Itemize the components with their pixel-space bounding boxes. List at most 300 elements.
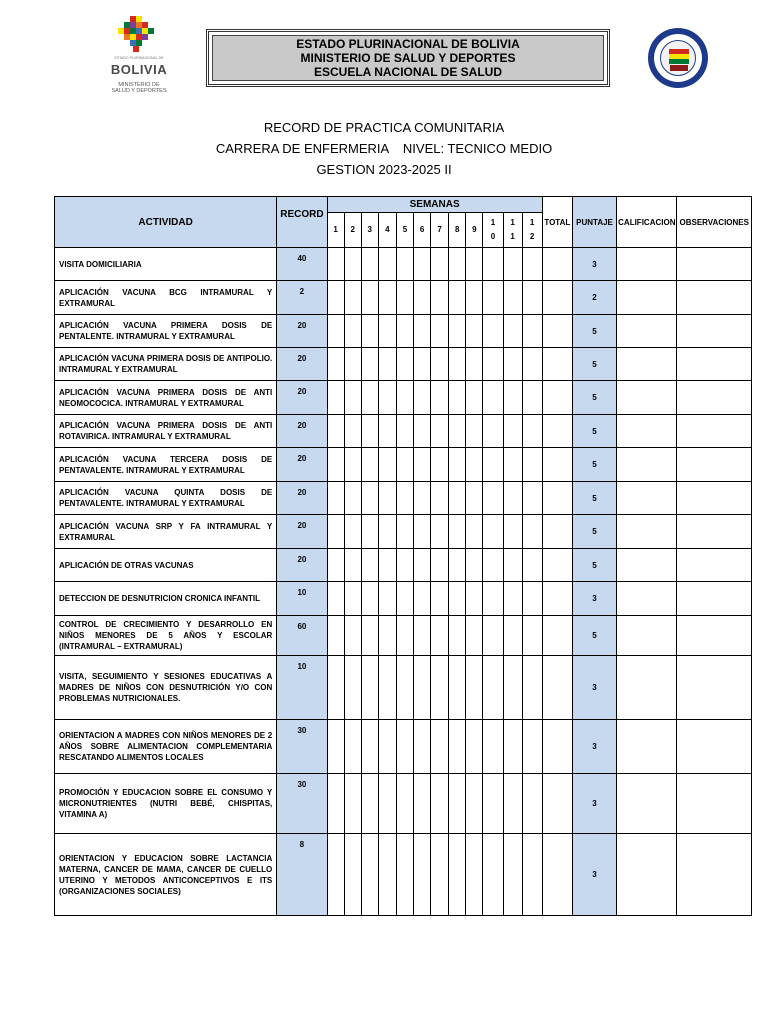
week-cell[interactable] xyxy=(483,348,503,381)
activity-cell: ORIENTACION A MADRES CON NIÑOS MENORES DE 2 AÑOS SOBRE ALIMENTACION COMPLEMENTARIA RESCATANDO ALIMENTOS LOCALES xyxy=(55,720,277,774)
week-cell[interactable] xyxy=(327,248,344,281)
puntaje-cell: 5 xyxy=(572,381,616,415)
week-cell[interactable] xyxy=(449,549,466,582)
week-cell[interactable] xyxy=(431,248,449,281)
week-cell[interactable] xyxy=(466,656,483,720)
puntaje-cell: 5 xyxy=(572,448,616,482)
week-cell[interactable] xyxy=(466,720,483,774)
week-cell[interactable] xyxy=(503,381,522,415)
week-cell[interactable] xyxy=(361,482,378,515)
activity-cell: APLICACIÓN VACUNA PRIMERA DOSIS DE PENTALENTE. INTRAMURAL Y EXTRAMURAL xyxy=(55,315,277,348)
week-cell[interactable] xyxy=(414,348,431,381)
week-cell[interactable] xyxy=(522,248,542,281)
week-cell[interactable] xyxy=(396,515,413,549)
week-cell[interactable] xyxy=(483,720,503,774)
week-cell[interactable] xyxy=(503,482,522,515)
week-cell[interactable] xyxy=(503,448,522,482)
week-cell[interactable] xyxy=(449,381,466,415)
week-cell[interactable] xyxy=(522,281,542,315)
total-cell[interactable] xyxy=(542,549,572,582)
title-record: RECORD DE PRACTICA COMUNITARIA xyxy=(263,120,505,135)
header-line-3: ESCUELA NACIONAL DE SALUD xyxy=(313,65,502,79)
week-cell[interactable] xyxy=(396,549,413,582)
week-cell[interactable] xyxy=(503,315,522,348)
week-cell[interactable] xyxy=(327,582,344,616)
week-cell[interactable] xyxy=(449,281,466,315)
week-cell[interactable] xyxy=(522,348,542,381)
week-cell[interactable] xyxy=(396,656,413,720)
puntaje-cell: 3 xyxy=(572,656,616,720)
week-cell[interactable] xyxy=(361,515,378,549)
week-cell[interactable] xyxy=(396,720,413,774)
week-cell[interactable] xyxy=(466,415,483,448)
week-cell[interactable] xyxy=(466,381,483,415)
week-cell[interactable] xyxy=(361,720,378,774)
record-cell: 20 xyxy=(277,315,327,348)
week-cell[interactable] xyxy=(503,248,522,281)
week-cell[interactable] xyxy=(503,834,522,916)
table-row xyxy=(55,616,752,656)
week-cell[interactable] xyxy=(522,482,542,515)
activity-cell: APLICACIÓN VACUNA SRP Y FA INTRAMURAL Y EXTRAMURAL xyxy=(55,515,277,549)
week-cell[interactable] xyxy=(483,656,503,720)
calificacion-cell[interactable] xyxy=(617,656,677,720)
week-cell[interactable] xyxy=(414,415,431,448)
header-record: RECORD xyxy=(277,197,327,248)
calificacion-cell[interactable] xyxy=(617,720,677,774)
week-cell[interactable] xyxy=(344,616,361,656)
week-cell[interactable] xyxy=(466,315,483,348)
header-puntaje: PUNTAJE xyxy=(572,197,616,248)
week-cell[interactable] xyxy=(466,834,483,916)
calificacion-cell[interactable] xyxy=(617,834,677,916)
week-cell[interactable] xyxy=(361,656,378,720)
week-cell[interactable] xyxy=(414,482,431,515)
puntaje-cell: 5 xyxy=(572,315,616,348)
week-cell[interactable] xyxy=(466,281,483,315)
week-cell[interactable] xyxy=(344,515,361,549)
week-cell[interactable] xyxy=(414,656,431,720)
week-cell[interactable] xyxy=(522,515,542,549)
week-cell[interactable] xyxy=(503,616,522,656)
week-cell[interactable] xyxy=(449,834,466,916)
week-cell[interactable] xyxy=(522,720,542,774)
total-cell[interactable] xyxy=(542,381,572,415)
week-cell[interactable] xyxy=(449,482,466,515)
week-cell[interactable] xyxy=(361,549,378,582)
week-cell[interactable] xyxy=(378,834,396,916)
week-cell[interactable] xyxy=(378,515,396,549)
calificacion-cell[interactable] xyxy=(617,515,677,549)
table-row xyxy=(55,415,752,448)
week-cell[interactable] xyxy=(503,656,522,720)
week-cell[interactable] xyxy=(483,315,503,348)
week-cell[interactable] xyxy=(327,482,344,515)
record-cell: 20 xyxy=(277,482,327,515)
activity-cell: VISITA, SEGUIMIENTO Y SESIONES EDUCATIVAS A MADRES DE NIÑOS CON DESNUTRICIÓN Y/O CON PROBLEMAS NUTRICIONALES. xyxy=(55,656,277,720)
week-cell[interactable] xyxy=(449,616,466,656)
week-header: 1 xyxy=(327,213,344,248)
week-cell[interactable] xyxy=(431,448,449,482)
week-cell[interactable] xyxy=(449,774,466,834)
week-cell[interactable] xyxy=(449,720,466,774)
week-cell[interactable] xyxy=(361,315,378,348)
week-cell[interactable] xyxy=(327,834,344,916)
week-cell[interactable] xyxy=(396,415,413,448)
week-cell[interactable] xyxy=(431,348,449,381)
total-cell[interactable] xyxy=(542,415,572,448)
observaciones-cell[interactable] xyxy=(677,616,752,656)
week-cell[interactable] xyxy=(378,281,396,315)
observaciones-cell[interactable] xyxy=(677,656,752,720)
week-cell[interactable] xyxy=(361,381,378,415)
calificacion-cell[interactable] xyxy=(617,448,677,482)
week-cell[interactable] xyxy=(483,549,503,582)
record-cell: 30 xyxy=(277,720,327,774)
week-cell[interactable] xyxy=(378,248,396,281)
week-cell[interactable] xyxy=(431,315,449,348)
week-cell[interactable] xyxy=(503,774,522,834)
week-cell[interactable] xyxy=(378,348,396,381)
record-cell: 20 xyxy=(277,381,327,415)
observaciones-cell[interactable] xyxy=(677,448,752,482)
week-cell[interactable] xyxy=(344,348,361,381)
puntaje-cell: 5 xyxy=(572,348,616,381)
week-cell[interactable] xyxy=(378,582,396,616)
week-cell[interactable] xyxy=(522,549,542,582)
total-cell[interactable] xyxy=(542,482,572,515)
total-cell[interactable] xyxy=(542,834,572,916)
week-cell[interactable] xyxy=(396,448,413,482)
week-cell[interactable] xyxy=(466,448,483,482)
observaciones-cell[interactable] xyxy=(677,549,752,582)
header-observaciones: OBSERVACIONES xyxy=(677,197,752,248)
week-cell[interactable] xyxy=(361,582,378,616)
activity-cell: CONTROL DE CRECIMIENTO Y DESARROLLO EN NIÑOS MENORES DE 5 AÑOS Y ESCOLAR (INTRAMURAL – EXTRAMURAL) xyxy=(55,616,277,656)
calificacion-cell[interactable] xyxy=(617,315,677,348)
week-cell[interactable] xyxy=(327,348,344,381)
record-cell: 20 xyxy=(277,348,327,381)
record-cell: 2 xyxy=(277,281,327,315)
observaciones-cell[interactable] xyxy=(677,774,752,834)
observaciones-cell[interactable] xyxy=(677,315,752,348)
week-cell[interactable] xyxy=(361,774,378,834)
week-cell[interactable] xyxy=(449,448,466,482)
week-cell[interactable] xyxy=(327,549,344,582)
observaciones-cell[interactable] xyxy=(677,248,752,281)
week-cell[interactable] xyxy=(503,720,522,774)
week-cell[interactable] xyxy=(396,348,413,381)
week-header: 1 0 xyxy=(483,213,503,248)
week-cell[interactable] xyxy=(483,774,503,834)
week-cell[interactable] xyxy=(414,774,431,834)
week-cell[interactable] xyxy=(327,720,344,774)
total-cell[interactable] xyxy=(542,720,572,774)
total-cell[interactable] xyxy=(542,448,572,482)
puntaje-cell: 3 xyxy=(572,720,616,774)
total-cell[interactable] xyxy=(542,348,572,381)
week-cell[interactable] xyxy=(327,415,344,448)
week-cell[interactable] xyxy=(483,381,503,415)
week-cell[interactable] xyxy=(414,720,431,774)
week-cell[interactable] xyxy=(522,448,542,482)
week-cell[interactable] xyxy=(522,834,542,916)
puntaje-cell: 3 xyxy=(572,582,616,616)
record-cell: 20 xyxy=(277,515,327,549)
total-cell[interactable] xyxy=(542,616,572,656)
week-cell[interactable] xyxy=(414,281,431,315)
activity-cell: PROMOCIÓN Y EDUCACION SOBRE EL CONSUMO Y MICRONUTRIENTES (NUTRI BEBÉ, CHISPITAS, VITAMINA A) xyxy=(55,774,277,834)
week-cell[interactable] xyxy=(396,774,413,834)
week-cell[interactable] xyxy=(414,381,431,415)
week-cell[interactable] xyxy=(396,616,413,656)
week-cell[interactable] xyxy=(466,616,483,656)
week-cell[interactable] xyxy=(361,448,378,482)
observaciones-cell[interactable] xyxy=(677,582,752,616)
week-cell[interactable] xyxy=(396,281,413,315)
week-cell[interactable] xyxy=(449,415,466,448)
week-cell[interactable] xyxy=(449,515,466,549)
total-cell[interactable] xyxy=(542,656,572,720)
table-row xyxy=(55,582,752,616)
week-cell[interactable] xyxy=(344,774,361,834)
week-cell[interactable] xyxy=(361,248,378,281)
puntaje-cell: 5 xyxy=(572,549,616,582)
week-cell[interactable] xyxy=(449,348,466,381)
week-cell[interactable] xyxy=(466,248,483,281)
total-cell[interactable] xyxy=(542,248,572,281)
week-cell[interactable] xyxy=(522,415,542,448)
week-cell[interactable] xyxy=(344,482,361,515)
week-cell[interactable] xyxy=(396,834,413,916)
observaciones-cell[interactable] xyxy=(677,415,752,448)
week-cell[interactable] xyxy=(414,582,431,616)
week-cell[interactable] xyxy=(378,774,396,834)
bolivia-logo xyxy=(100,16,178,102)
week-cell[interactable] xyxy=(466,515,483,549)
week-cell[interactable] xyxy=(483,616,503,656)
calificacion-cell[interactable] xyxy=(617,348,677,381)
table-row xyxy=(55,774,752,834)
observaciones-cell[interactable] xyxy=(677,348,752,381)
week-cell[interactable] xyxy=(522,774,542,834)
week-cell[interactable] xyxy=(378,415,396,448)
week-cell[interactable] xyxy=(431,616,449,656)
record-cell: 10 xyxy=(277,582,327,616)
week-cell[interactable] xyxy=(378,482,396,515)
calificacion-cell[interactable] xyxy=(617,415,677,448)
week-cell[interactable] xyxy=(378,448,396,482)
week-cell[interactable] xyxy=(396,315,413,348)
calificacion-cell[interactable] xyxy=(617,381,677,415)
week-cell[interactable] xyxy=(483,515,503,549)
title-carrera: CARRERA DE ENFERMERIA NIVEL: TECNICO MEDIO xyxy=(215,141,553,156)
logo-small-caption: ESTADO PLURINACIONAL DE xyxy=(114,56,164,60)
week-cell[interactable] xyxy=(344,281,361,315)
week-cell[interactable] xyxy=(483,834,503,916)
week-cell[interactable] xyxy=(361,281,378,315)
activity-cell: APLICACIÓN VACUNA PRIMERA DOSIS DE ANTIPOLIO. INTRAMURAL Y EXTRAMURAL xyxy=(55,348,277,381)
calificacion-cell[interactable] xyxy=(617,616,677,656)
week-cell[interactable] xyxy=(431,656,449,720)
week-cell[interactable] xyxy=(483,415,503,448)
week-cell[interactable] xyxy=(414,616,431,656)
week-cell[interactable] xyxy=(344,656,361,720)
week-cell[interactable] xyxy=(431,774,449,834)
week-cell[interactable] xyxy=(449,656,466,720)
week-cell[interactable] xyxy=(378,381,396,415)
week-cell[interactable] xyxy=(378,720,396,774)
week-cell[interactable] xyxy=(483,448,503,482)
week-cell[interactable] xyxy=(431,582,449,616)
week-cell[interactable] xyxy=(344,582,361,616)
week-cell[interactable] xyxy=(483,582,503,616)
week-cell[interactable] xyxy=(431,415,449,448)
week-cell[interactable] xyxy=(449,315,466,348)
table-row xyxy=(55,656,752,720)
week-cell[interactable] xyxy=(503,515,522,549)
week-cell[interactable] xyxy=(503,415,522,448)
activity-cell: ORIENTACION Y EDUCACION SOBRE LACTANCIA MATERNA, CANCER DE MAMA, CANCER DE CUELLO UTERINO Y METODOS ANTICONCEPTIVOS E ITS (ORGANIZACIONES SOCIALES) xyxy=(55,834,277,916)
week-cell[interactable] xyxy=(344,381,361,415)
week-cell[interactable] xyxy=(522,381,542,415)
week-cell[interactable] xyxy=(361,834,378,916)
record-cell: 30 xyxy=(277,774,327,834)
week-cell[interactable] xyxy=(431,720,449,774)
week-cell[interactable] xyxy=(414,515,431,549)
week-cell[interactable] xyxy=(327,656,344,720)
school-seal-icon xyxy=(648,28,708,88)
observaciones-cell[interactable] xyxy=(677,381,752,415)
table-row xyxy=(55,482,752,515)
week-cell[interactable] xyxy=(466,482,483,515)
week-cell[interactable] xyxy=(378,616,396,656)
week-cell[interactable] xyxy=(344,415,361,448)
week-cell[interactable] xyxy=(396,381,413,415)
week-cell[interactable] xyxy=(396,248,413,281)
calificacion-cell[interactable] xyxy=(617,248,677,281)
week-cell[interactable] xyxy=(414,834,431,916)
week-cell[interactable] xyxy=(483,248,503,281)
record-cell: 8 xyxy=(277,834,327,916)
week-cell[interactable] xyxy=(344,248,361,281)
week-cell[interactable] xyxy=(431,834,449,916)
calificacion-cell[interactable] xyxy=(617,582,677,616)
week-cell[interactable] xyxy=(466,549,483,582)
observaciones-cell[interactable] xyxy=(677,515,752,549)
record-cell: 40 xyxy=(277,248,327,281)
total-cell[interactable] xyxy=(542,315,572,348)
total-cell[interactable] xyxy=(542,281,572,315)
calificacion-cell[interactable] xyxy=(617,281,677,315)
week-cell[interactable] xyxy=(431,515,449,549)
activity-cell: DETECCION DE DESNUTRICION CRONICA INFANTIL xyxy=(55,582,277,616)
week-cell[interactable] xyxy=(327,281,344,315)
week-cell[interactable] xyxy=(431,281,449,315)
header-actividad: ACTIVIDAD xyxy=(55,197,277,248)
week-cell[interactable] xyxy=(327,616,344,656)
activity-cell: APLICACIÓN VACUNA BCG INTRAMURAL Y EXTRAMURAL xyxy=(55,281,277,315)
activity-cell: APLICACIÓN VACUNA PRIMERA DOSIS DE ANTI ROTAVIRICA. INTRAMURAL Y EXTRAMURAL xyxy=(55,415,277,448)
week-cell[interactable] xyxy=(466,348,483,381)
week-header: 5 xyxy=(396,213,413,248)
table-row xyxy=(55,281,752,315)
week-cell[interactable] xyxy=(327,515,344,549)
week-cell[interactable] xyxy=(414,448,431,482)
week-header: 1 1 xyxy=(503,213,522,248)
week-cell[interactable] xyxy=(449,582,466,616)
calificacion-cell[interactable] xyxy=(617,549,677,582)
week-cell[interactable] xyxy=(378,656,396,720)
observaciones-cell[interactable] xyxy=(677,834,752,916)
week-cell[interactable] xyxy=(396,482,413,515)
week-cell[interactable] xyxy=(503,549,522,582)
week-cell[interactable] xyxy=(503,281,522,315)
week-cell[interactable] xyxy=(483,281,503,315)
week-cell[interactable] xyxy=(361,616,378,656)
observaciones-cell[interactable] xyxy=(677,482,752,515)
week-cell[interactable] xyxy=(344,834,361,916)
week-cell[interactable] xyxy=(431,381,449,415)
document-titles xyxy=(0,117,768,180)
week-cell[interactable] xyxy=(522,582,542,616)
institution-header xyxy=(206,29,610,87)
calificacion-cell[interactable] xyxy=(617,774,677,834)
activity-cell: APLICACIÓN VACUNA TERCERA DOSIS DE PENTAVALENTE. INTRAMURAL Y EXTRAMURAL xyxy=(55,448,277,482)
observaciones-cell[interactable] xyxy=(677,720,752,774)
week-cell[interactable] xyxy=(414,549,431,582)
activity-cell: APLICACIÓN DE OTRAS VACUNAS xyxy=(55,549,277,582)
record-cell: 20 xyxy=(277,415,327,448)
week-cell[interactable] xyxy=(522,656,542,720)
record-cell: 20 xyxy=(277,549,327,582)
total-cell[interactable] xyxy=(542,582,572,616)
week-header: 7 xyxy=(431,213,449,248)
week-cell[interactable] xyxy=(327,315,344,348)
week-cell[interactable] xyxy=(466,774,483,834)
week-cell[interactable] xyxy=(361,348,378,381)
week-cell[interactable] xyxy=(431,549,449,582)
week-cell[interactable] xyxy=(344,315,361,348)
week-cell[interactable] xyxy=(414,315,431,348)
table-row xyxy=(55,381,752,415)
week-cell[interactable] xyxy=(522,315,542,348)
week-cell[interactable] xyxy=(378,549,396,582)
week-cell[interactable] xyxy=(522,616,542,656)
week-cell[interactable] xyxy=(327,774,344,834)
week-cell[interactable] xyxy=(414,248,431,281)
week-cell[interactable] xyxy=(503,348,522,381)
week-cell[interactable] xyxy=(361,415,378,448)
observaciones-cell[interactable] xyxy=(677,281,752,315)
week-cell[interactable] xyxy=(327,381,344,415)
title-gestion: GESTION 2023-2025 II xyxy=(316,162,452,177)
week-cell[interactable] xyxy=(449,248,466,281)
week-cell[interactable] xyxy=(344,549,361,582)
week-cell[interactable] xyxy=(344,448,361,482)
week-cell[interactable] xyxy=(344,720,361,774)
calificacion-cell[interactable] xyxy=(617,482,677,515)
week-cell[interactable] xyxy=(431,482,449,515)
week-cell[interactable] xyxy=(503,582,522,616)
week-cell[interactable] xyxy=(396,582,413,616)
week-cell[interactable] xyxy=(483,482,503,515)
week-cell[interactable] xyxy=(327,448,344,482)
total-cell[interactable] xyxy=(542,774,572,834)
week-cell[interactable] xyxy=(466,582,483,616)
week-cell[interactable] xyxy=(378,315,396,348)
total-cell[interactable] xyxy=(542,515,572,549)
